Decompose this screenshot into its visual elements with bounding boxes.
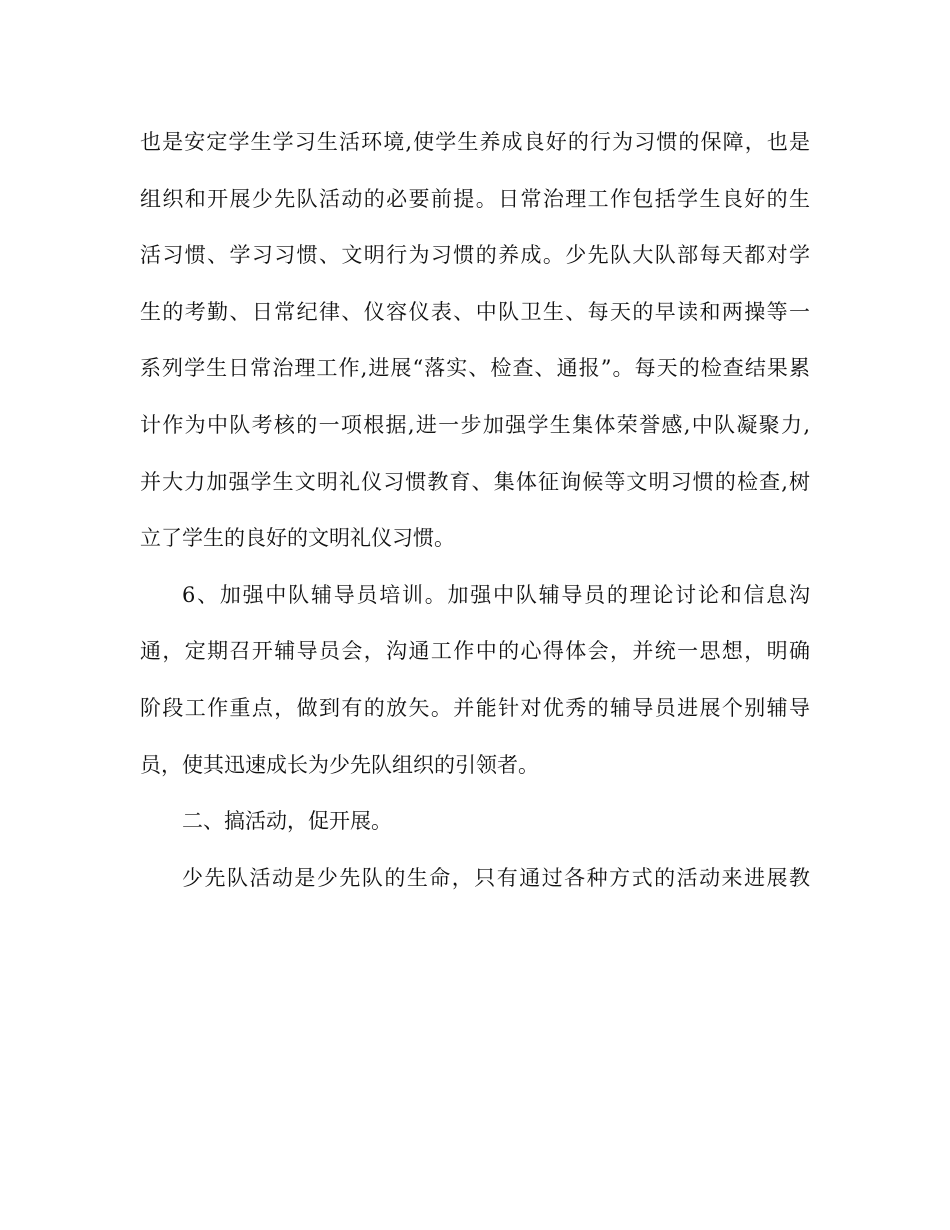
text-line: 系列学生日常治理工作,进展“落实、检查、通报”。每天的检查结果累 <box>140 356 810 381</box>
text-line: 通，定期召开辅导员会，沟通工作中的心得体会，并统一思想，明确 <box>140 639 810 664</box>
text-line: 也是安定学生学习生活环境,使学生养成良好的行为习惯的保障，也是 <box>140 130 810 154</box>
text-line: 活习惯、学习习惯、文明行为习惯的养成。少先队大队部每天都对学 <box>140 243 810 268</box>
text-line: 计作为中队考核的一项根据,进一步加强学生集体荣誉感,中队凝聚力, <box>140 412 810 437</box>
text-line: 少先队活动是少先队的生命，只有通过各种方式的活动来进展教 <box>182 865 810 890</box>
section-heading: 二、搞活动，促开展。 <box>182 809 392 834</box>
text-line: 并大力加强学生文明礼仪习惯教育、集体征询候等文明习惯的检查,树 <box>140 469 810 494</box>
text-line: 员，使其迅速成长为少先队组织的引领者。 <box>140 752 539 777</box>
text-line: 立了学生的良好的文明礼仪习惯。 <box>140 526 455 551</box>
document-body <box>140 118 810 910</box>
text-line: 阶段工作重点，做到有的放矢。并能针对优秀的辅导员进展个别辅导 <box>140 695 810 720</box>
text-line: 6、加强中队辅导员培训。加强中队辅导员的理论讨论和信息沟 <box>182 582 810 607</box>
text-line: 生的考勤、日常纪律、仪容仪表、中队卫生、每天的早读和两操等一 <box>140 299 810 324</box>
text-line: 组织和开展少先队活动的必要前提。日常治理工作包括学生良好的生 <box>140 186 810 211</box>
